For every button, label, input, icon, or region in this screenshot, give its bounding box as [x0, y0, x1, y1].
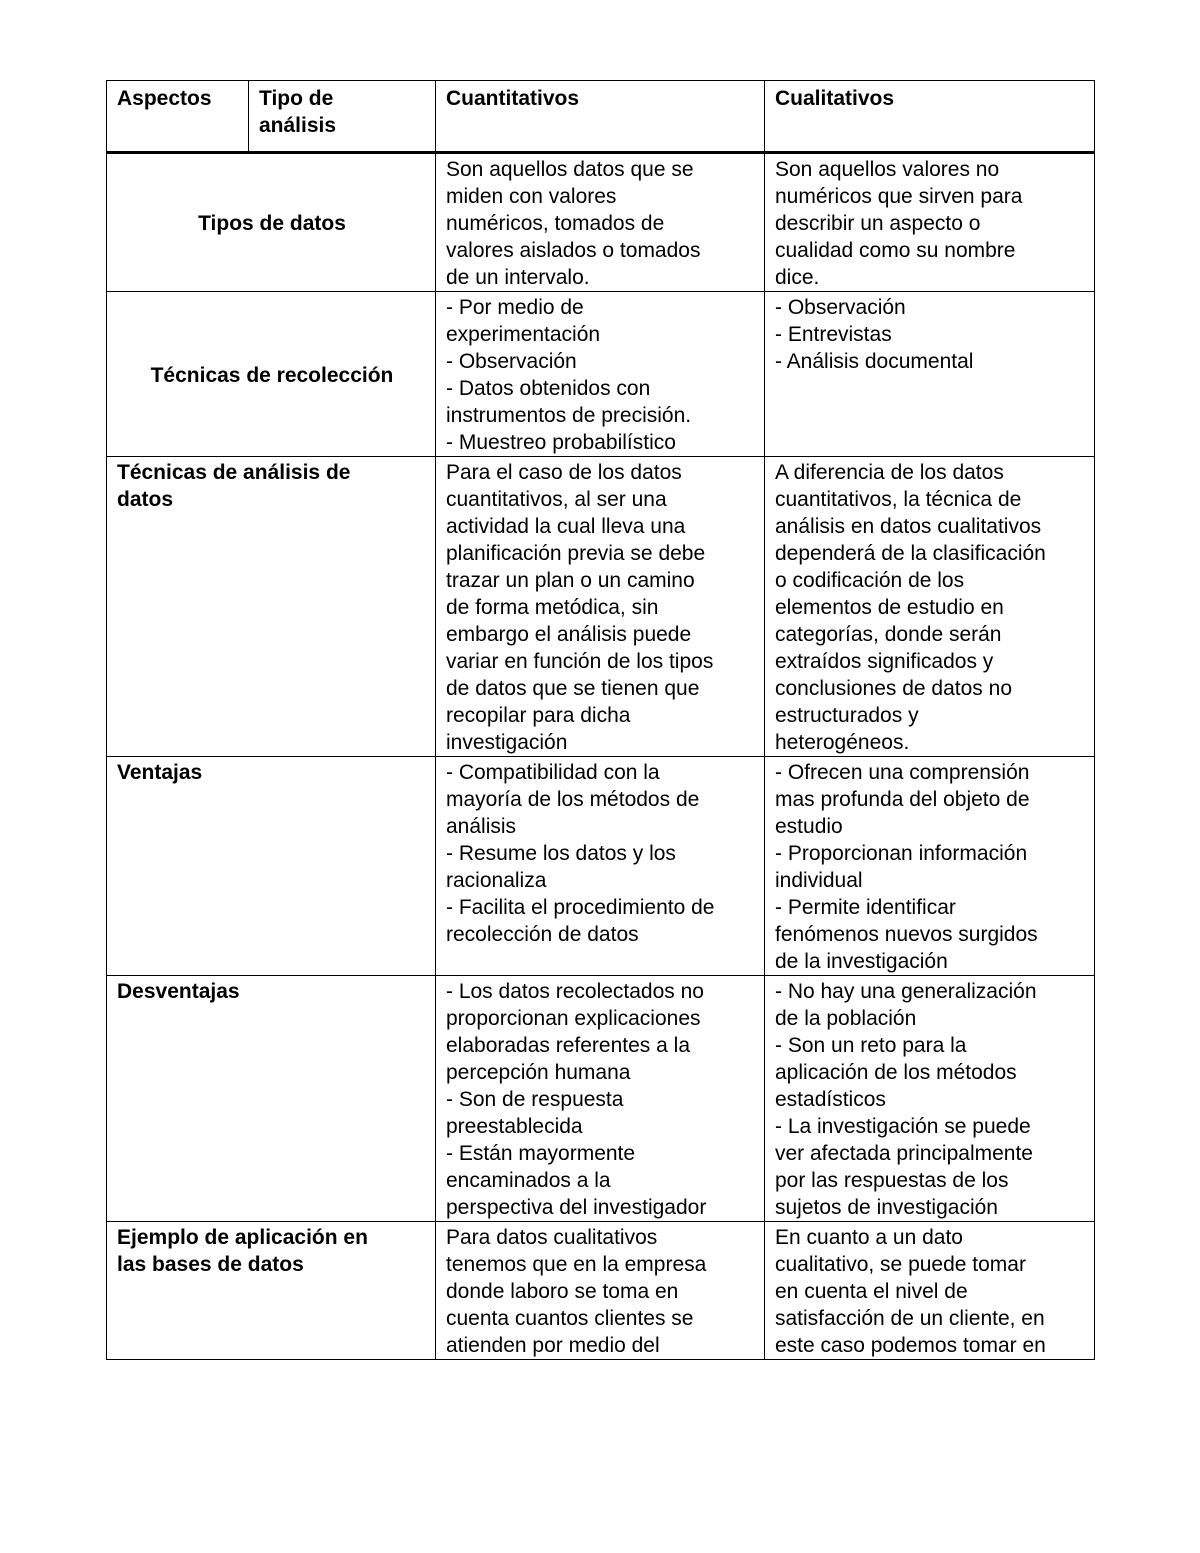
cuantitativos-text-line: mayoría de los métodos de	[446, 788, 700, 811]
cualitativos-text-line: dependerá de la clasificación	[775, 542, 1046, 565]
cualitativos-text-line: estructurados y	[775, 704, 919, 727]
row-label-line: las bases de datos	[117, 1253, 304, 1276]
cuantitativos-text-line: elaboradas referentes a la	[446, 1034, 690, 1057]
row-label-line: Ejemplo de aplicación en	[117, 1226, 368, 1249]
cuantitativos-text-line: embargo el análisis puede	[446, 623, 692, 646]
cuantitativos-cell	[436, 1222, 765, 1360]
cualitativos-text-line: por las respuestas de los	[775, 1169, 1009, 1192]
header-aspectos	[107, 81, 249, 153]
row-label-cell	[107, 757, 436, 976]
cuantitativos-text-line: recolección de datos	[446, 923, 639, 946]
cualitativos-text-line: o codificación de los	[775, 569, 965, 592]
cuantitativos-text-line: instrumentos de precisión.	[446, 404, 692, 427]
cualitativos-text-line: categorías, donde serán	[775, 623, 1002, 646]
row-label-cell	[107, 153, 436, 292]
cualitativos-text-line: - Entrevistas	[775, 323, 892, 346]
header-aspectos-label: Aspectos	[117, 87, 212, 110]
cualitativos-text-line: - Permite identificar	[775, 896, 956, 919]
row-label-cell	[107, 976, 436, 1222]
cualitativos-text-line: En cuanto a un dato	[775, 1226, 963, 1249]
cualitativos-text-line: aplicación de los métodos	[775, 1061, 1017, 1084]
cuantitativos-text-line: de un intervalo.	[446, 266, 590, 289]
cualitativos-text-line: cualidad como su nombre	[775, 239, 1016, 262]
cuantitativos-text-line: donde laboro se toma en	[446, 1280, 679, 1303]
cuantitativos-cell	[436, 457, 765, 757]
row-label-cell	[107, 292, 436, 457]
header-cuantitativos-label: Cuantitativos	[446, 87, 580, 110]
row-label-line: Ventajas	[117, 761, 203, 784]
cuantitativos-text-line: - Por medio de	[446, 296, 584, 319]
cualitativos-text-line: - La investigación se puede	[775, 1115, 1031, 1138]
cuantitativos-text-line: proporcionan explicaciones	[446, 1007, 701, 1030]
row-label-line: datos	[117, 488, 174, 511]
header-tipo-analisis-line: análisis	[259, 114, 337, 137]
table-row	[107, 457, 1095, 757]
row-label-line: Desventajas	[117, 980, 240, 1003]
cualitativos-text-line: de la investigación	[775, 950, 948, 973]
cualitativos-text-line: - Son un reto para la	[775, 1034, 967, 1057]
row-label-cell	[107, 1222, 436, 1360]
comparison-table	[106, 80, 1095, 1360]
cuantitativos-text-line: miden con valores	[446, 185, 617, 208]
cualitativos-cell	[765, 153, 1095, 292]
cualitativos-text-line: este caso podemos tomar en	[775, 1334, 1046, 1357]
cualitativos-text-line: describir un aspecto o	[775, 212, 981, 235]
cuantitativos-text-line: numéricos, tomados de	[446, 212, 665, 235]
cualitativos-text-line: elementos de estudio en	[775, 596, 1004, 619]
table-row	[107, 153, 1095, 292]
cuantitativos-text-line: trazar un plan o un camino	[446, 569, 695, 592]
cuantitativos-text-line: preestablecida	[446, 1115, 583, 1138]
cuantitativos-cell	[436, 976, 765, 1222]
cuantitativos-cell	[436, 153, 765, 292]
cualitativos-text-line: cuantitativos, la técnica de	[775, 488, 1022, 511]
cuantitativos-text-line: experimentación	[446, 323, 601, 346]
cualitativos-text-line: satisfacción de un cliente, en	[775, 1307, 1045, 1330]
cualitativos-text-line: individual	[775, 869, 863, 892]
cuantitativos-text-line: investigación	[446, 731, 568, 754]
cuantitativos-text-line: planificación previa se debe	[446, 542, 706, 565]
header-cuantitativos	[436, 81, 765, 153]
cualitativos-text-line: conclusiones de datos no	[775, 677, 1012, 700]
cuantitativos-text-line: cuantitativos, al ser una	[446, 488, 667, 511]
cuantitativos-text-line: perspectiva del investigador	[446, 1196, 707, 1219]
cualitativos-text-line: - Análisis documental	[775, 350, 974, 373]
cuantitativos-text-line: percepción humana	[446, 1061, 631, 1084]
row-label-cell	[107, 457, 436, 757]
cualitativos-text-line: A diferencia de los datos	[775, 461, 1004, 484]
cualitativos-text-line: cualitativo, se puede tomar	[775, 1253, 1026, 1276]
table-row	[107, 292, 1095, 457]
cualitativos-text-line: sujetos de investigación	[775, 1196, 998, 1219]
cualitativos-cell	[765, 757, 1095, 976]
cuantitativos-text-line: atienden por medio del	[446, 1334, 660, 1357]
cualitativos-text-line: análisis en datos cualitativos	[775, 515, 1042, 538]
cuantitativos-text-line: racionaliza	[446, 869, 547, 892]
cuantitativos-text-line: - Los datos recolectados no	[446, 980, 704, 1003]
row-label-line: Técnicas de análisis de	[117, 461, 351, 484]
header-tipo-analisis-line: Tipo de	[259, 87, 334, 110]
cualitativos-cell	[765, 292, 1095, 457]
table-row	[107, 757, 1095, 976]
row-label-line: Tipos de datos	[198, 212, 346, 235]
cuantitativos-text-line: - Observación	[446, 350, 577, 373]
cuantitativos-text-line: cuenta cuantos clientes se	[446, 1307, 694, 1330]
header-cualitativos-label: Cualitativos	[775, 87, 895, 110]
cualitativos-text-line: heterogéneos.	[775, 731, 910, 754]
cualitativos-text-line: - No hay una generalización	[775, 980, 1037, 1003]
cualitativos-text-line: numéricos que sirven para	[775, 185, 1023, 208]
cualitativos-text-line: extraídos significados y	[775, 650, 994, 673]
cuantitativos-text-line: Son aquellos datos que se	[446, 158, 694, 181]
cuantitativos-text-line: valores aislados o tomados	[446, 239, 701, 262]
cuantitativos-text-line: de datos que se tienen que	[446, 677, 700, 700]
table-row	[107, 1222, 1095, 1360]
cualitativos-cell	[765, 457, 1095, 757]
table-header-row	[107, 81, 1095, 153]
cuantitativos-text-line: actividad la cual lleva una	[446, 515, 686, 538]
cualitativos-text-line: dice.	[775, 266, 820, 289]
cualitativos-text-line: estudio	[775, 815, 843, 838]
cuantitativos-text-line: Para datos cualitativos	[446, 1226, 658, 1249]
cuantitativos-text-line: - Resume los datos y los	[446, 842, 676, 865]
cuantitativos-text-line: - Datos obtenidos con	[446, 377, 651, 400]
table-row	[107, 976, 1095, 1222]
cuantitativos-text-line: encaminados a la	[446, 1169, 611, 1192]
cuantitativos-text-line: - Son de respuesta	[446, 1088, 624, 1111]
cuantitativos-text-line: análisis	[446, 815, 517, 838]
cuantitativos-text-line: recopilar para dicha	[446, 704, 631, 727]
cualitativos-text-line: - Ofrecen una comprensión	[775, 761, 1030, 784]
cualitativos-text-line: ver afectada principalmente	[775, 1142, 1033, 1165]
header-cualitativos	[765, 81, 1095, 153]
row-label-line: Técnicas de recolección	[150, 363, 394, 387]
cuantitativos-cell	[436, 757, 765, 976]
cualitativos-text-line: Son aquellos valores no	[775, 158, 1000, 181]
cualitativos-text-line: fenómenos nuevos surgidos	[775, 923, 1038, 946]
cualitativos-text-line: de la población	[775, 1007, 917, 1030]
cualitativos-cell	[765, 976, 1095, 1222]
cuantitativos-text-line: Para el caso de los datos	[446, 461, 682, 484]
cuantitativos-text-line: tenemos que en la empresa	[446, 1253, 707, 1276]
cualitativos-text-line: - Observación	[775, 296, 906, 319]
cuantitativos-text-line: variar en función de los tipos	[446, 650, 714, 673]
header-tipo-analisis	[249, 81, 436, 153]
cualitativos-text-line: mas profunda del objeto de	[775, 788, 1030, 811]
cuantitativos-text-line: - Están mayormente	[446, 1142, 636, 1165]
cuantitativos-cell	[436, 292, 765, 457]
cualitativos-text-line: estadísticos	[775, 1088, 886, 1111]
cuantitativos-text-line: - Muestreo probabilístico	[446, 431, 676, 454]
cualitativos-text-line: en cuenta el nivel de	[775, 1280, 968, 1303]
cualitativos-cell	[765, 1222, 1095, 1360]
cualitativos-text-line: - Proporcionan información	[775, 842, 1028, 865]
cuantitativos-text-line: - Compatibilidad con la	[446, 761, 660, 784]
cuantitativos-text-line: - Facilita el procedimiento de	[446, 896, 715, 919]
cuantitativos-text-line: de forma metódica, sin	[446, 596, 659, 619]
